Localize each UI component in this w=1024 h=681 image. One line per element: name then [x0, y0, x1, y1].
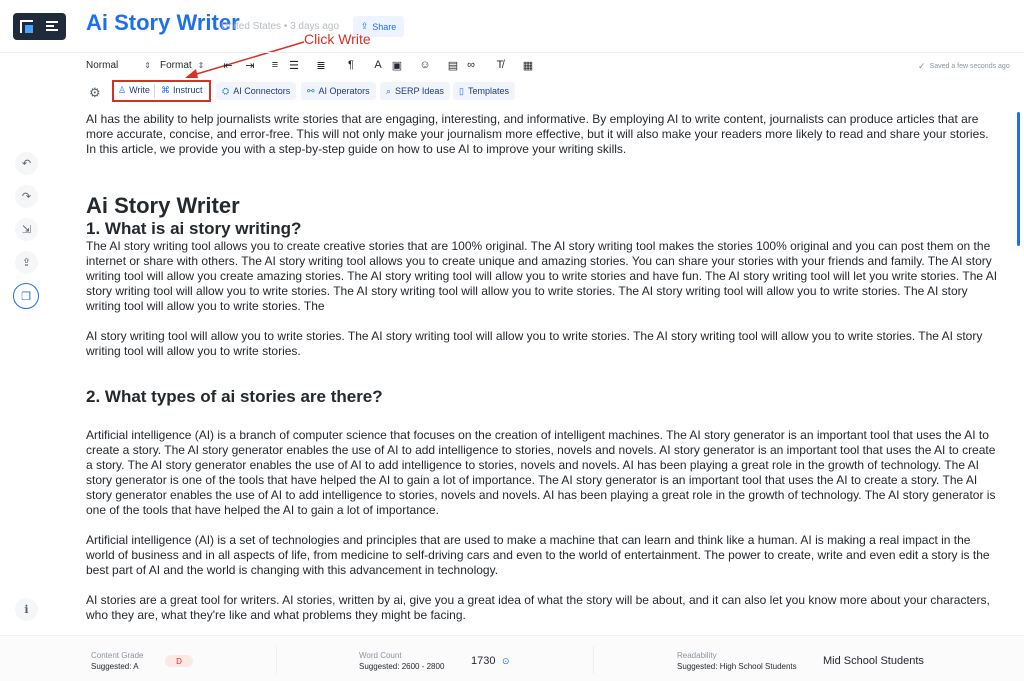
export-icon[interactable]: ⇪: [15, 251, 38, 274]
indent-decrease-icon[interactable]: ⇤: [223, 60, 233, 72]
emoji-icon[interactable]: ☺: [419, 59, 431, 71]
command-icon: ⌘: [161, 84, 170, 95]
content-grade-suggested: Suggested: A: [91, 662, 139, 671]
word-count-suggested: Suggested: 2600 - 2800: [359, 662, 445, 671]
document-title[interactable]: Ai Story Writer: [86, 10, 240, 35]
stats-footer: [0, 635, 1024, 681]
ordered-list-icon[interactable]: ≡: [271, 59, 279, 71]
readability-label: Readability: [677, 651, 717, 660]
content-grade-label: Content Grade: [91, 651, 144, 660]
search-icon: ⌕: [386, 85, 392, 96]
redo-icon[interactable]: ↷: [15, 185, 38, 208]
heading-what-is: 1. What is ai story writing?: [86, 219, 302, 238]
formatting-toolbar: [0, 52, 1024, 79]
body-paragraph: The AI story writing tool allows you to create creative stories that are 100% original. The AI story writing tool makes the stories 100% original and you can post them on the internet or share with others. The AI story writing tool allows you to create unique and amazing stories. You can share your stories with your friends and family. The AI story writing tool will allow you create amazing stories. The AI story writing tool will allow you to write stories and have fun. The AI story writing tool will let you write stories. The AI story writing tool will allow you to write stories. The AI story writing tool will allow you to write stories. The AI story writing tool will allow you to write stories. The AI story writing tool will allow you to write stories. The: [86, 239, 998, 313]
body-paragraph: AI story writing tool will allow you to write stories. The AI story writing tool will allow you to write stories. The AI story writing tool will allow you to write stories. The AI story writing tool will allow you to write stories.: [86, 329, 983, 358]
table-icon[interactable]: ▤: [447, 60, 459, 72]
heading-types: 2. What types of ai stories are there?: [86, 387, 383, 406]
write-button[interactable]: ♙ Write: [118, 84, 150, 95]
heading-1: Ai Story Writer: [86, 193, 240, 218]
annotation-text: Click Write: [304, 31, 371, 47]
editor-content[interactable]: [86, 112, 998, 623]
readability-value: Mid School Students: [823, 655, 924, 667]
paragraph-direction-icon[interactable]: ¶: [348, 59, 354, 71]
app-header: [0, 0, 1024, 52]
template-icon: ▯: [459, 85, 464, 96]
readability-suggested: Suggested: High School Students: [677, 662, 797, 671]
body-paragraph: Artificial intelligence (AI) is a branch of computer science that focuses on the creation of intelligent machines. The AI story generator is an important tool that uses the AI to create a story. The AI story generator enables the use of AI to add intelligence to stories, novels and novels. AI story generator is an important tool that uses the AI to create a story. The AI story generator enables the use of AI to add intelligence to stories, novels and novels. AI has been playing a great role in the growth of technology. The AI story generator is one of the tools that have helped the AI to gain a lot of importance. The AI story generator is an important tool that uses the AI to create a story. The AI story generator enables the use of AI to add intelligence to stories, novels and novels. AI has been playing a great role in the growth of technology. The AI story generator is one of the tools that have helped the AI to gain a lot of importance.: [86, 428, 996, 517]
check-circle-icon: ✓: [918, 61, 926, 71]
clear-format-icon[interactable]: T̸: [496, 59, 504, 71]
operator-icon: ⚯: [307, 85, 315, 96]
serp-ideas-button[interactable]: ⌕ SERP Ideas: [380, 82, 450, 100]
copy-icon[interactable]: ❐: [13, 283, 39, 309]
format-select[interactable]: Format ⇕: [160, 60, 205, 71]
body-paragraph: AI stories are a great tool for writers. AI stories, written by ai, give you a great idea of what the story will be about, and it can also let you know more about your characters, who they are, what they're like and what problems they might be facing.: [86, 593, 990, 622]
word-count-value: 1730: [471, 655, 496, 667]
content-grade-badge: D: [165, 655, 193, 667]
intro-paragraph: AI has the ability to help journalists write stories that are engaging, interesting, and informative. By employing AI to write content, journalists can produce articles that are more accurate, concise, and error-free. This will not only make your journalism more effective, but it will also make your readers more likely to read and share your stories. In this article, we provide you with a step-by-step guide on how to use AI to improve your writing skills.: [86, 112, 989, 156]
bullet-list-icon[interactable]: ☰: [289, 60, 299, 72]
menu-toggle-button[interactable]: [13, 13, 66, 40]
align-left-icon[interactable]: ≣: [316, 60, 326, 72]
word-count-label: Word Count: [359, 651, 402, 660]
save-status: ✓ Saved a few seconds ago: [918, 61, 1010, 71]
share-button[interactable]: ⇪ Share: [353, 16, 404, 37]
scrollbar[interactable]: [1017, 112, 1020, 246]
ai-operators-button[interactable]: ⚯ AI Operators: [301, 82, 376, 100]
gear-icon[interactable]: ⚙: [89, 85, 101, 100]
info-icon[interactable]: ℹ: [15, 598, 38, 621]
highlight-icon[interactable]: ▣: [391, 60, 403, 72]
ai-connectors-button[interactable]: ⛭ AI Connectors: [216, 82, 296, 100]
document-meta: United States • 3 days ago: [221, 21, 340, 32]
undo-icon[interactable]: ↶: [15, 152, 38, 175]
ai-toolbar: [0, 79, 1024, 106]
share-icon: ⇪: [360, 21, 369, 31]
templates-button[interactable]: ▯ Templates: [453, 82, 515, 100]
body-paragraph: Artificial intelligence (AI) is a set of technologies and principles that are used to make a machine that can learn and think like a human. AI is making a real impact in the world of business and in all aspects of life, from medicine to self-driving cars and even to the world of entertainment. The power to create, write and even edit a story is the best part of AI and the world is changing with this advancement in technology.: [86, 533, 990, 577]
user-icon: ♙: [118, 84, 127, 95]
instruct-button[interactable]: ⌘ Instruct: [161, 84, 203, 95]
import-icon[interactable]: ⇲: [15, 218, 38, 241]
image-icon[interactable]: ▦: [522, 60, 534, 72]
connector-icon: ⛭: [222, 85, 230, 96]
indent-increase-icon[interactable]: ⇥: [245, 60, 255, 72]
hamburger-icon: [46, 21, 58, 31]
text-color-icon[interactable]: A: [374, 59, 382, 71]
link-icon[interactable]: ∞: [467, 59, 475, 71]
target-icon[interactable]: ⊙: [502, 656, 510, 666]
paragraph-style-select[interactable]: Normal ⇕: [86, 60, 151, 71]
